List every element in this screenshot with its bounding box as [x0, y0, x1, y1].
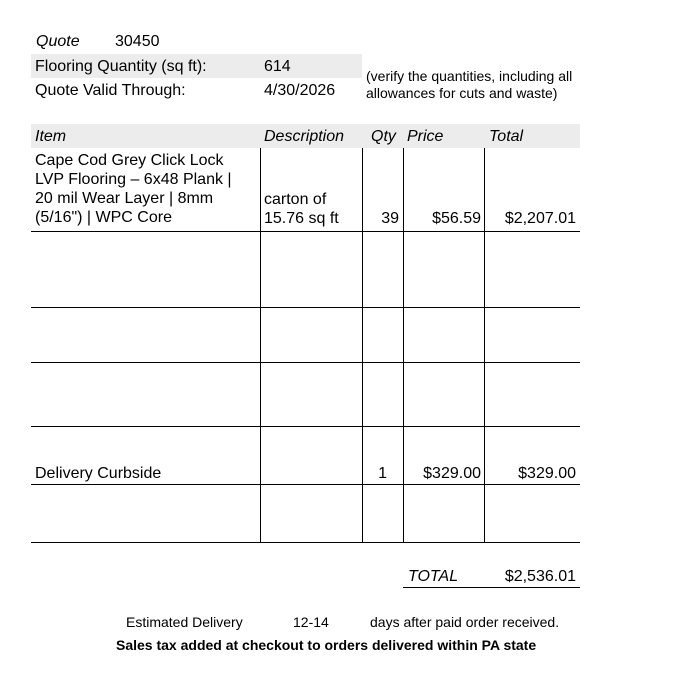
item-line: LVP Flooring – 6x48 Plank | — [35, 171, 232, 188]
row-divider — [31, 362, 580, 363]
table-row-price: $56.59 — [432, 210, 481, 227]
item-line: 20 mil Wear Layer | 8mm — [35, 190, 214, 207]
description-line: carton of — [264, 191, 327, 208]
quote-valid-value: 4/30/2026 — [264, 82, 336, 99]
flooring-quantity-value: 614 — [264, 58, 291, 75]
row-divider — [31, 484, 580, 485]
column-header-price: Price — [407, 128, 444, 145]
column-header-total: Total — [489, 128, 524, 145]
sales-tax-note: Sales tax added at checkout to orders delivered within PA state — [116, 637, 537, 653]
row-divider — [31, 426, 580, 427]
flooring-quantity-label: Flooring Quantity (sq ft): — [35, 58, 207, 75]
table-row-qty: 39 — [381, 210, 399, 227]
table-row-delivery-item: Delivery Curbside — [35, 465, 162, 482]
row-divider — [31, 231, 580, 232]
row-divider — [31, 542, 580, 543]
quantity-note-line1: (verify the quantities, including all — [366, 68, 573, 84]
column-header-qty: Qty — [371, 128, 396, 145]
quote-valid-label: Quote Valid Through: — [35, 82, 186, 99]
total-underline — [403, 587, 580, 588]
quote-label: Quote — [36, 33, 80, 50]
estimated-delivery-suffix: days after paid order received. — [370, 614, 560, 630]
table-row-description — [264, 190, 339, 228]
item-line: Cape Cod Grey Click Lock — [35, 152, 224, 169]
grand-total-label: TOTAL — [408, 568, 459, 585]
item-line: (5/16") | WPC Core — [35, 209, 172, 226]
grand-total-value: $2,536.01 — [504, 568, 576, 585]
table-row-total: $2,207.01 — [504, 210, 576, 227]
table-row-delivery-qty: 1 — [378, 465, 387, 482]
estimated-delivery-range: 12-14 — [293, 614, 329, 630]
column-header-item: Item — [35, 128, 67, 145]
quote-number: 30450 — [115, 33, 160, 50]
row-divider — [31, 307, 580, 308]
table-row-delivery-price: $329.00 — [423, 465, 481, 482]
description-line: 15.76 sq ft — [264, 210, 339, 227]
quantity-note-line2: allowances for cuts and waste) — [366, 85, 558, 101]
column-divider — [260, 148, 261, 542]
table-row-item-description — [35, 151, 232, 227]
estimated-delivery-label: Estimated Delivery — [126, 614, 243, 630]
column-header-description: Description — [264, 128, 345, 145]
table-row-delivery-total: $329.00 — [518, 465, 576, 482]
